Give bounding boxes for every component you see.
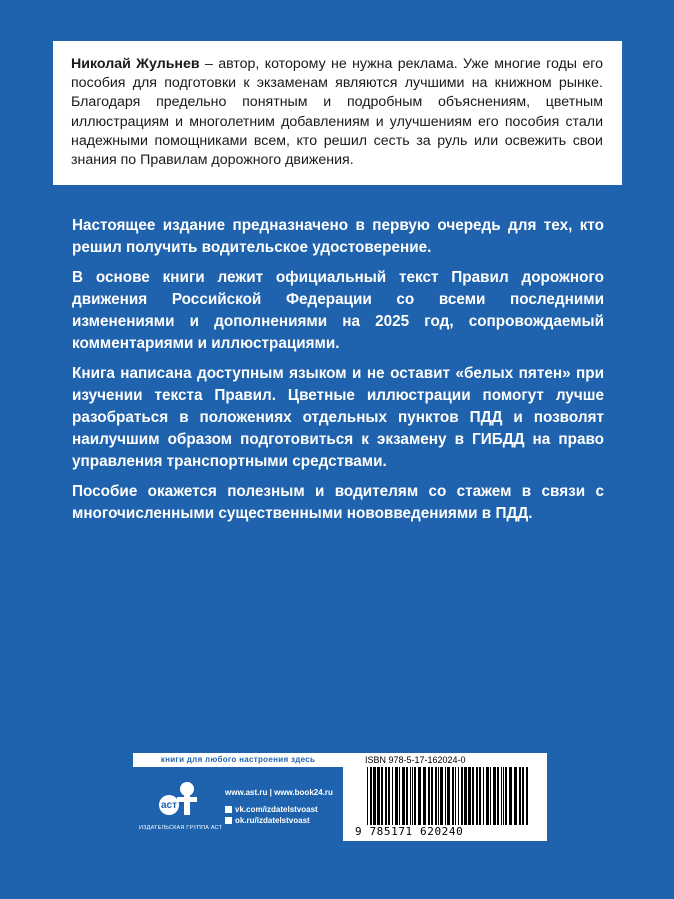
- ast-logo-icon: [155, 775, 203, 823]
- barcode-stripe: [428, 767, 430, 825]
- website-links: www.ast.ru | www.book24.ru: [225, 788, 333, 797]
- barcode-stripe: [509, 767, 512, 825]
- barcode-digits: 9 785171 620240: [355, 825, 464, 838]
- barcode-stripe: [468, 767, 471, 825]
- barcode-stripe: [418, 767, 421, 825]
- author-description: [71, 55, 603, 170]
- barcode-stripe: [388, 767, 390, 825]
- barcode-stripe: [452, 767, 454, 825]
- paragraph-4: Пособие окажется полезным и водителям со стажем в связи с многочисленными существенными нововведениями в ПДД.: [72, 483, 604, 522]
- barcode-stripe: [458, 767, 459, 825]
- barcode-stripe: [385, 767, 387, 825]
- barcode-stripe: [447, 767, 450, 825]
- publisher-links: [225, 787, 333, 826]
- barcode-stripe: [373, 767, 376, 825]
- barcode-icon: [365, 767, 533, 825]
- barcode-stripe: [479, 767, 481, 825]
- barcode-stripe: [377, 767, 380, 825]
- barcode-stripe: [370, 767, 372, 825]
- vk-link: [225, 804, 333, 815]
- barcode-stripe: [483, 767, 484, 825]
- barcode-stripe: [431, 767, 433, 825]
- logo-text: аст: [160, 800, 178, 811]
- paragraph-2: В основе книги лежит официальный текст Правил дорожного движения Российской Федерации со всеми последними изменениями и дополнениями на 2025 год, сопровождаемый комментариями и иллюстрациями.: [72, 269, 604, 352]
- barcode-stripe: [522, 767, 524, 825]
- barcode-stripe: [526, 767, 528, 825]
- author-bio: – автор, которому не нужна реклама. Уже многие годы его пособия для подготовки к экзаменам являются лучшими на книжном рынке. Благодаря предельно понятным и подробным объяснениям, цветным иллюстрациям и многолетним добавлениям и улучшениям его пособия стали надежными помощниками всем, кто решил сесть за руль или освежить свои знания по Правилам дорожного движения.: [71, 56, 603, 169]
- barcode-stripe: [381, 767, 383, 825]
- barcode-stripe: [412, 767, 413, 825]
- barcode-stripe: [514, 767, 517, 825]
- barcode-stripe: [486, 767, 489, 825]
- barcode-stripe: [438, 767, 439, 825]
- barcode-stripe: [464, 767, 467, 825]
- barcode-stripe: [395, 767, 398, 825]
- barcode-stripe: [402, 767, 405, 825]
- vk-link-text: vk.com/izdatelstvoast: [235, 805, 318, 814]
- barcode-stripe: [455, 767, 456, 825]
- publisher-footer: [133, 753, 547, 841]
- barcode-stripe: [435, 767, 437, 825]
- barcode-stripe: [472, 767, 474, 825]
- barcode-stripe: [497, 767, 499, 825]
- barcode-stripe: [399, 767, 400, 825]
- barcode-stripe: [476, 767, 478, 825]
- ok-link-text: ok.ru/izdatelstvoast: [235, 816, 310, 825]
- barcode-stripe: [493, 767, 496, 825]
- barcode-stripe: [461, 767, 463, 825]
- publisher-name: ИЗДАТЕЛЬСКАЯ ГРУППА АСТ: [139, 825, 223, 831]
- barcode-stripe: [505, 767, 507, 825]
- book-description: [72, 215, 604, 533]
- paragraph-3: Книга написана доступным языком и не оставит «белых пятен» при изучении текста Правил. Цветные иллюстрации помогут лучше разобраться в положениях отдельных пунктов ПДД и позволят наилучшим образом подготовиться к экзамену в ГИБДД на право управления транспортными средствами.: [72, 365, 604, 470]
- barcode-stripe: [503, 767, 504, 825]
- barcode-stripe: [445, 767, 446, 825]
- barcode-stripe: [392, 767, 393, 825]
- paragraph-1: Настоящее издание предназначено в первую очередь для тех, кто решил получить водительское удостоверение.: [72, 217, 604, 256]
- barcode-box: [343, 753, 547, 841]
- barcode-stripe: [410, 767, 411, 825]
- publisher-tagline: книги для любого настроения здесь: [133, 753, 343, 767]
- author-info-panel: [53, 41, 622, 185]
- barcode-stripe: [519, 767, 521, 825]
- barcode-stripe: [423, 767, 426, 825]
- barcode-stripe: [367, 767, 368, 825]
- ok-link: [225, 815, 333, 826]
- barcode-stripe: [440, 767, 443, 825]
- barcode-stripe: [406, 767, 408, 825]
- author-name: Николай Жульнев: [71, 56, 200, 72]
- ok-icon: [225, 817, 232, 824]
- isbn-label: ISBN 978-5-17-162024-0: [365, 755, 466, 765]
- barcode-stripe: [501, 767, 502, 825]
- barcode-stripe: [490, 767, 491, 825]
- barcode-stripe: [414, 767, 416, 825]
- vk-icon: [225, 806, 232, 813]
- publisher-logo: [139, 775, 223, 835]
